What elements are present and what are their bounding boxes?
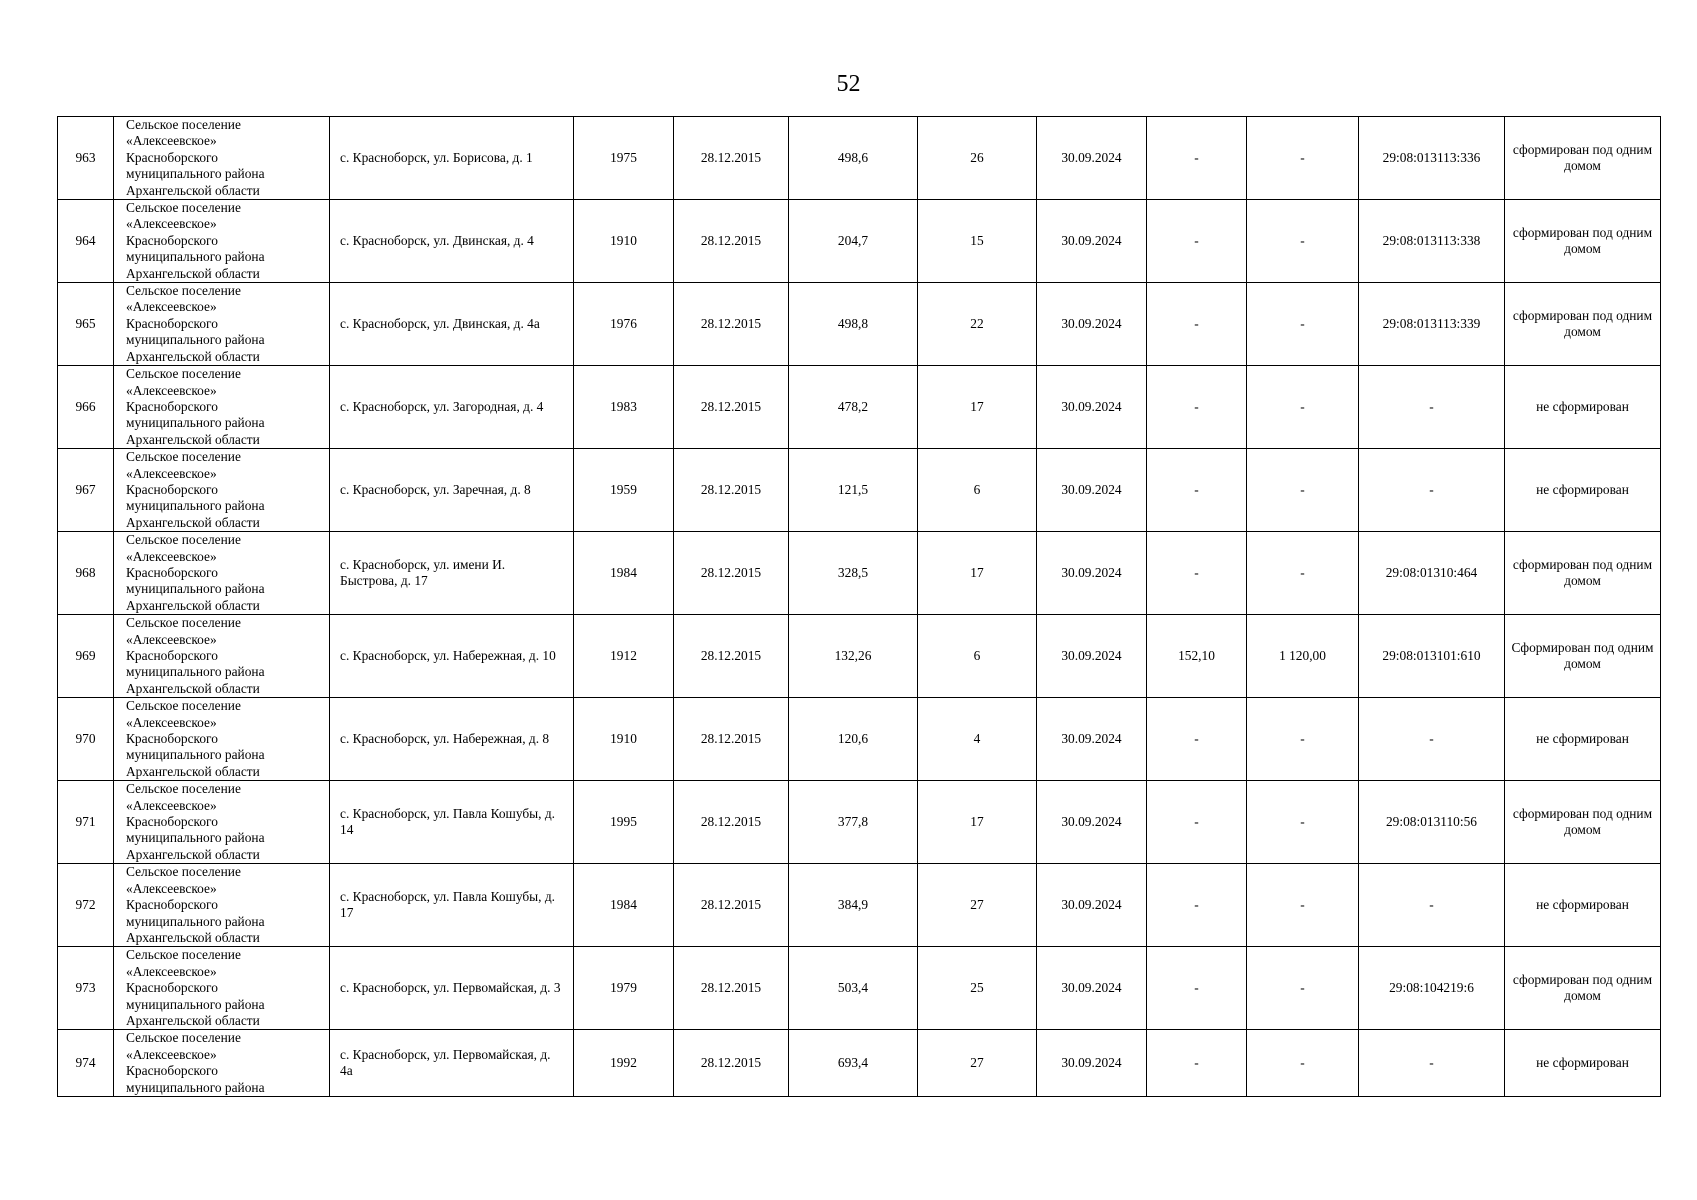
settlement-cell: Сельское поселение «Алексеевское» Красноборского муниципального района Архангельской области [114, 947, 330, 1030]
table-row [58, 698, 1661, 781]
residents-cell: 15 [918, 200, 1037, 283]
table-row [58, 947, 1661, 1030]
recognition-date-cell: 28.12.2015 [674, 864, 789, 947]
recognition-date-cell: 28.12.2015 [674, 698, 789, 781]
area-cell: 503,4 [789, 947, 918, 1030]
area-cell: 121,5 [789, 449, 918, 532]
row-number: 966 [58, 366, 114, 449]
area-cell: 478,2 [789, 366, 918, 449]
residents-cell: 22 [918, 283, 1037, 366]
residents-cell: 17 [918, 366, 1037, 449]
cadastre-cell: 29:08:013113:338 [1359, 200, 1505, 283]
year-cell: 1984 [574, 532, 674, 615]
address-cell: с. Красноборск, ул. Первомайская, д. 3 [330, 947, 574, 1030]
land-area-cell: - [1147, 864, 1247, 947]
land-area-cell: - [1147, 200, 1247, 283]
cost-cell: - [1247, 864, 1359, 947]
year-cell: 1912 [574, 615, 674, 698]
page-number: 52 [836, 71, 861, 97]
planned-date-cell: 30.09.2024 [1037, 864, 1147, 947]
land-area-cell: 152,10 [1147, 615, 1247, 698]
cost-cell: - [1247, 532, 1359, 615]
address-cell: с. Красноборск, ул. Загородная, д. 4 [330, 366, 574, 449]
planned-date-cell: 30.09.2024 [1037, 1030, 1147, 1097]
cadastre-cell: - [1359, 366, 1505, 449]
recognition-date-cell: 28.12.2015 [674, 781, 789, 864]
status-cell: сформирован под одним домом [1505, 781, 1661, 864]
housing-registry-table [57, 116, 1661, 1097]
address-cell: с. Красноборск, ул. Набережная, д. 8 [330, 698, 574, 781]
status-cell: сформирован под одним домом [1505, 947, 1661, 1030]
table-row [58, 615, 1661, 698]
area-cell: 498,6 [789, 117, 918, 200]
cadastre-cell: 29:08:013113:339 [1359, 283, 1505, 366]
table-row [58, 532, 1661, 615]
settlement-cell: Сельское поселение «Алексеевское» Красноборского муниципального района Архангельской области [114, 117, 330, 200]
status-cell: не сформирован [1505, 698, 1661, 781]
table-row [58, 366, 1661, 449]
settlement-cell: Сельское поселение «Алексеевское» Красноборского муниципального района Архангельской области [114, 532, 330, 615]
cost-cell: - [1247, 781, 1359, 864]
recognition-date-cell: 28.12.2015 [674, 200, 789, 283]
planned-date-cell: 30.09.2024 [1037, 947, 1147, 1030]
residents-cell: 6 [918, 449, 1037, 532]
row-number: 969 [58, 615, 114, 698]
cadastre-cell: 29:08:013110:56 [1359, 781, 1505, 864]
planned-date-cell: 30.09.2024 [1037, 200, 1147, 283]
land-area-cell: - [1147, 117, 1247, 200]
residents-cell: 27 [918, 1030, 1037, 1097]
residents-cell: 17 [918, 532, 1037, 615]
cost-cell: - [1247, 117, 1359, 200]
recognition-date-cell: 28.12.2015 [674, 947, 789, 1030]
table-row [58, 117, 1661, 200]
cadastre-cell: 29:08:104219:6 [1359, 947, 1505, 1030]
table-row [58, 864, 1661, 947]
recognition-date-cell: 28.12.2015 [674, 366, 789, 449]
cost-cell: - [1247, 200, 1359, 283]
year-cell: 1984 [574, 864, 674, 947]
address-cell: с. Красноборск, ул. Павла Кошубы, д. 14 [330, 781, 574, 864]
address-cell: с. Красноборск, ул. Заречная, д. 8 [330, 449, 574, 532]
land-area-cell: - [1147, 532, 1247, 615]
land-area-cell: - [1147, 698, 1247, 781]
cost-cell: - [1247, 449, 1359, 532]
recognition-date-cell: 28.12.2015 [674, 615, 789, 698]
residents-cell: 26 [918, 117, 1037, 200]
address-cell: с. Красноборск, ул. Павла Кошубы, д. 17 [330, 864, 574, 947]
cost-cell: - [1247, 366, 1359, 449]
residents-cell: 25 [918, 947, 1037, 1030]
cadastre-cell: - [1359, 864, 1505, 947]
cadastre-cell: 29:08:013113:336 [1359, 117, 1505, 200]
address-cell: с. Красноборск, ул. Первомайская, д. 4а [330, 1030, 574, 1097]
status-cell: не сформирован [1505, 864, 1661, 947]
cadastre-cell: 29:08:01310:464 [1359, 532, 1505, 615]
row-number: 970 [58, 698, 114, 781]
row-number: 968 [58, 532, 114, 615]
cadastre-cell: 29:08:013101:610 [1359, 615, 1505, 698]
recognition-date-cell: 28.12.2015 [674, 117, 789, 200]
year-cell: 1979 [574, 947, 674, 1030]
planned-date-cell: 30.09.2024 [1037, 781, 1147, 864]
table-row [58, 283, 1661, 366]
residents-cell: 17 [918, 781, 1037, 864]
planned-date-cell: 30.09.2024 [1037, 532, 1147, 615]
settlement-cell: Сельское поселение «Алексеевское» Красноборского муниципального района Архангельской области [114, 366, 330, 449]
planned-date-cell: 30.09.2024 [1037, 615, 1147, 698]
area-cell: 120,6 [789, 698, 918, 781]
planned-date-cell: 30.09.2024 [1037, 283, 1147, 366]
area-cell: 132,26 [789, 615, 918, 698]
status-cell: не сформирован [1505, 449, 1661, 532]
table-row [58, 781, 1661, 864]
land-area-cell: - [1147, 781, 1247, 864]
settlement-cell: Сельское поселение «Алексеевское» Красноборского муниципального района Архангельской области [114, 283, 330, 366]
land-area-cell: - [1147, 283, 1247, 366]
area-cell: 693,4 [789, 1030, 918, 1097]
table-row [58, 200, 1661, 283]
cost-cell: 1 120,00 [1247, 615, 1359, 698]
cost-cell: - [1247, 947, 1359, 1030]
status-cell: не сформирован [1505, 1030, 1661, 1097]
status-cell: сформирован под одним домом [1505, 200, 1661, 283]
planned-date-cell: 30.09.2024 [1037, 449, 1147, 532]
status-cell: сформирован под одним домом [1505, 117, 1661, 200]
cadastre-cell: - [1359, 1030, 1505, 1097]
land-area-cell: - [1147, 449, 1247, 532]
status-cell: сформирован под одним домом [1505, 283, 1661, 366]
settlement-cell: Сельское поселение «Алексеевское» Красноборского муниципального района Архангельской области [114, 200, 330, 283]
address-cell: с. Красноборск, ул. Двинская, д. 4 [330, 200, 574, 283]
area-cell: 377,8 [789, 781, 918, 864]
land-area-cell: - [1147, 1030, 1247, 1097]
recognition-date-cell: 28.12.2015 [674, 1030, 789, 1097]
cost-cell: - [1247, 283, 1359, 366]
year-cell: 1959 [574, 449, 674, 532]
area-cell: 328,5 [789, 532, 918, 615]
recognition-date-cell: 28.12.2015 [674, 449, 789, 532]
year-cell: 1975 [574, 117, 674, 200]
cost-cell: - [1247, 698, 1359, 781]
residents-cell: 6 [918, 615, 1037, 698]
year-cell: 1910 [574, 698, 674, 781]
row-number: 971 [58, 781, 114, 864]
year-cell: 1992 [574, 1030, 674, 1097]
settlement-cell: Сельское поселение «Алексеевское» Красноборского муниципального района Архангельской области [114, 449, 330, 532]
area-cell: 498,8 [789, 283, 918, 366]
settlement-cell: Сельское поселение «Алексеевское» Красноборского муниципального района Архангельской области [114, 698, 330, 781]
land-area-cell: - [1147, 947, 1247, 1030]
year-cell: 1910 [574, 200, 674, 283]
row-number: 963 [58, 117, 114, 200]
year-cell: 1983 [574, 366, 674, 449]
address-cell: с. Красноборск, ул. Двинская, д. 4а [330, 283, 574, 366]
table-row [58, 1030, 1661, 1097]
area-cell: 204,7 [789, 200, 918, 283]
area-cell: 384,9 [789, 864, 918, 947]
cadastre-cell: - [1359, 449, 1505, 532]
row-number: 973 [58, 947, 114, 1030]
residents-cell: 27 [918, 864, 1037, 947]
status-cell: не сформирован [1505, 366, 1661, 449]
settlement-cell: Сельское поселение «Алексеевское» Красноборского муниципального района Архангельской области [114, 781, 330, 864]
address-cell: с. Красноборск, ул. Борисова, д. 1 [330, 117, 574, 200]
cost-cell: - [1247, 1030, 1359, 1097]
land-area-cell: - [1147, 366, 1247, 449]
settlement-cell: Сельское поселение «Алексеевское» Красноборского муниципального района Архангельской области [114, 864, 330, 947]
recognition-date-cell: 28.12.2015 [674, 532, 789, 615]
planned-date-cell: 30.09.2024 [1037, 117, 1147, 200]
residents-cell: 4 [918, 698, 1037, 781]
settlement-cell: Сельское поселение «Алексеевское» Красноборского муниципального района [114, 1030, 330, 1097]
address-cell: с. Красноборск, ул. имени И. Быстрова, д. 17 [330, 532, 574, 615]
row-number: 965 [58, 283, 114, 366]
status-cell: сформирован под одним домом [1505, 532, 1661, 615]
address-cell: с. Красноборск, ул. Набережная, д. 10 [330, 615, 574, 698]
status-cell: Сформирован под одним домом [1505, 615, 1661, 698]
row-number: 972 [58, 864, 114, 947]
row-number: 964 [58, 200, 114, 283]
settlement-cell: Сельское поселение «Алексеевское» Красноборского муниципального района Архангельской области [114, 615, 330, 698]
planned-date-cell: 30.09.2024 [1037, 698, 1147, 781]
row-number: 967 [58, 449, 114, 532]
year-cell: 1995 [574, 781, 674, 864]
recognition-date-cell: 28.12.2015 [674, 283, 789, 366]
row-number: 974 [58, 1030, 114, 1097]
table-row [58, 449, 1661, 532]
year-cell: 1976 [574, 283, 674, 366]
cadastre-cell: - [1359, 698, 1505, 781]
planned-date-cell: 30.09.2024 [1037, 366, 1147, 449]
